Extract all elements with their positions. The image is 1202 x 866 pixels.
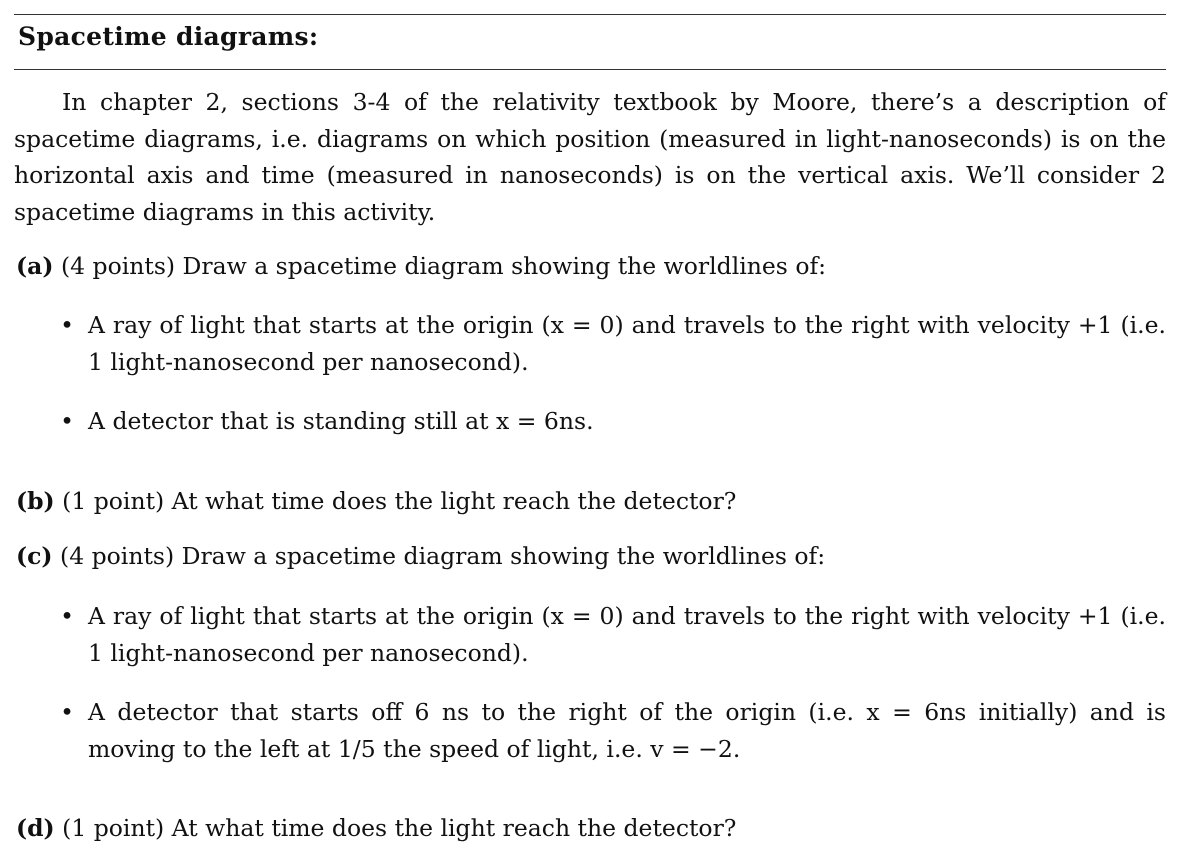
- part-a-label: (a): [16, 252, 54, 280]
- part-a-bullet-2-text: A detector that is standing still at x = 6ns.: [88, 407, 594, 435]
- part-a-bullet-1-text: A ray of light that starts at the origin (x = 0) and travels to the right with velocity +1 (i.e. 1 light-nanosecond per nanosecond).: [88, 311, 1166, 376]
- part-b-text: (1 point) At what time does the light reach the detector?: [62, 487, 737, 515]
- part-c: [16, 538, 1166, 574]
- part-a-bullet-1: [58, 307, 1166, 380]
- part-b-label: (b): [16, 487, 55, 515]
- part-d-label: (d): [16, 814, 55, 842]
- bullet-dot: •: [60, 407, 74, 435]
- bullet-dot: •: [60, 698, 74, 726]
- bullet-dot: •: [60, 602, 74, 630]
- part-a-bullet-2: [58, 403, 1166, 440]
- part-a-text: (4 points) Draw a spacetime diagram showing the worldlines of:: [60, 252, 827, 280]
- part-c-bullet-2-text: A detector that starts off 6 ns to the right of the origin (i.e. x = 6ns initially) and is moving to the left at 1/5 the speed of light, i.e. v = −2.: [88, 698, 1166, 763]
- part-b: [16, 483, 1166, 519]
- part-a: [16, 248, 1166, 284]
- part-c-bullet-2: [58, 694, 1166, 767]
- part-d-text: (1 point) At what time does the light reach the detector?: [62, 814, 737, 842]
- part-c-text: (4 points) Draw a spacetime diagram showing the worldlines of:: [60, 542, 826, 570]
- part-c-bullet-1-text: A ray of light that starts at the origin (x = 0) and travels to the right with velocity +1 (i.e. 1 light-nanosecond per nanosecond).: [88, 602, 1166, 667]
- bullet-dot: •: [60, 311, 74, 339]
- header-rule: [14, 69, 1166, 70]
- top-rule: [14, 14, 1166, 15]
- section-title: Spacetime diagrams:: [18, 22, 319, 51]
- intro-paragraph: In chapter 2, sections 3-4 of the relativity textbook by Moore, there’s a description of spacetime diagrams, i.e. diagrams on which position (measured in light-nanoseconds) is on the horizontal axis and time (measured in nanoseconds) is on the vertical axis. We’ll consider 2 spacetime diagrams in this activity.: [14, 88, 1166, 226]
- part-c-bullet-1: [58, 598, 1166, 671]
- part-c-label: (c): [16, 542, 53, 570]
- part-d: [16, 810, 1166, 846]
